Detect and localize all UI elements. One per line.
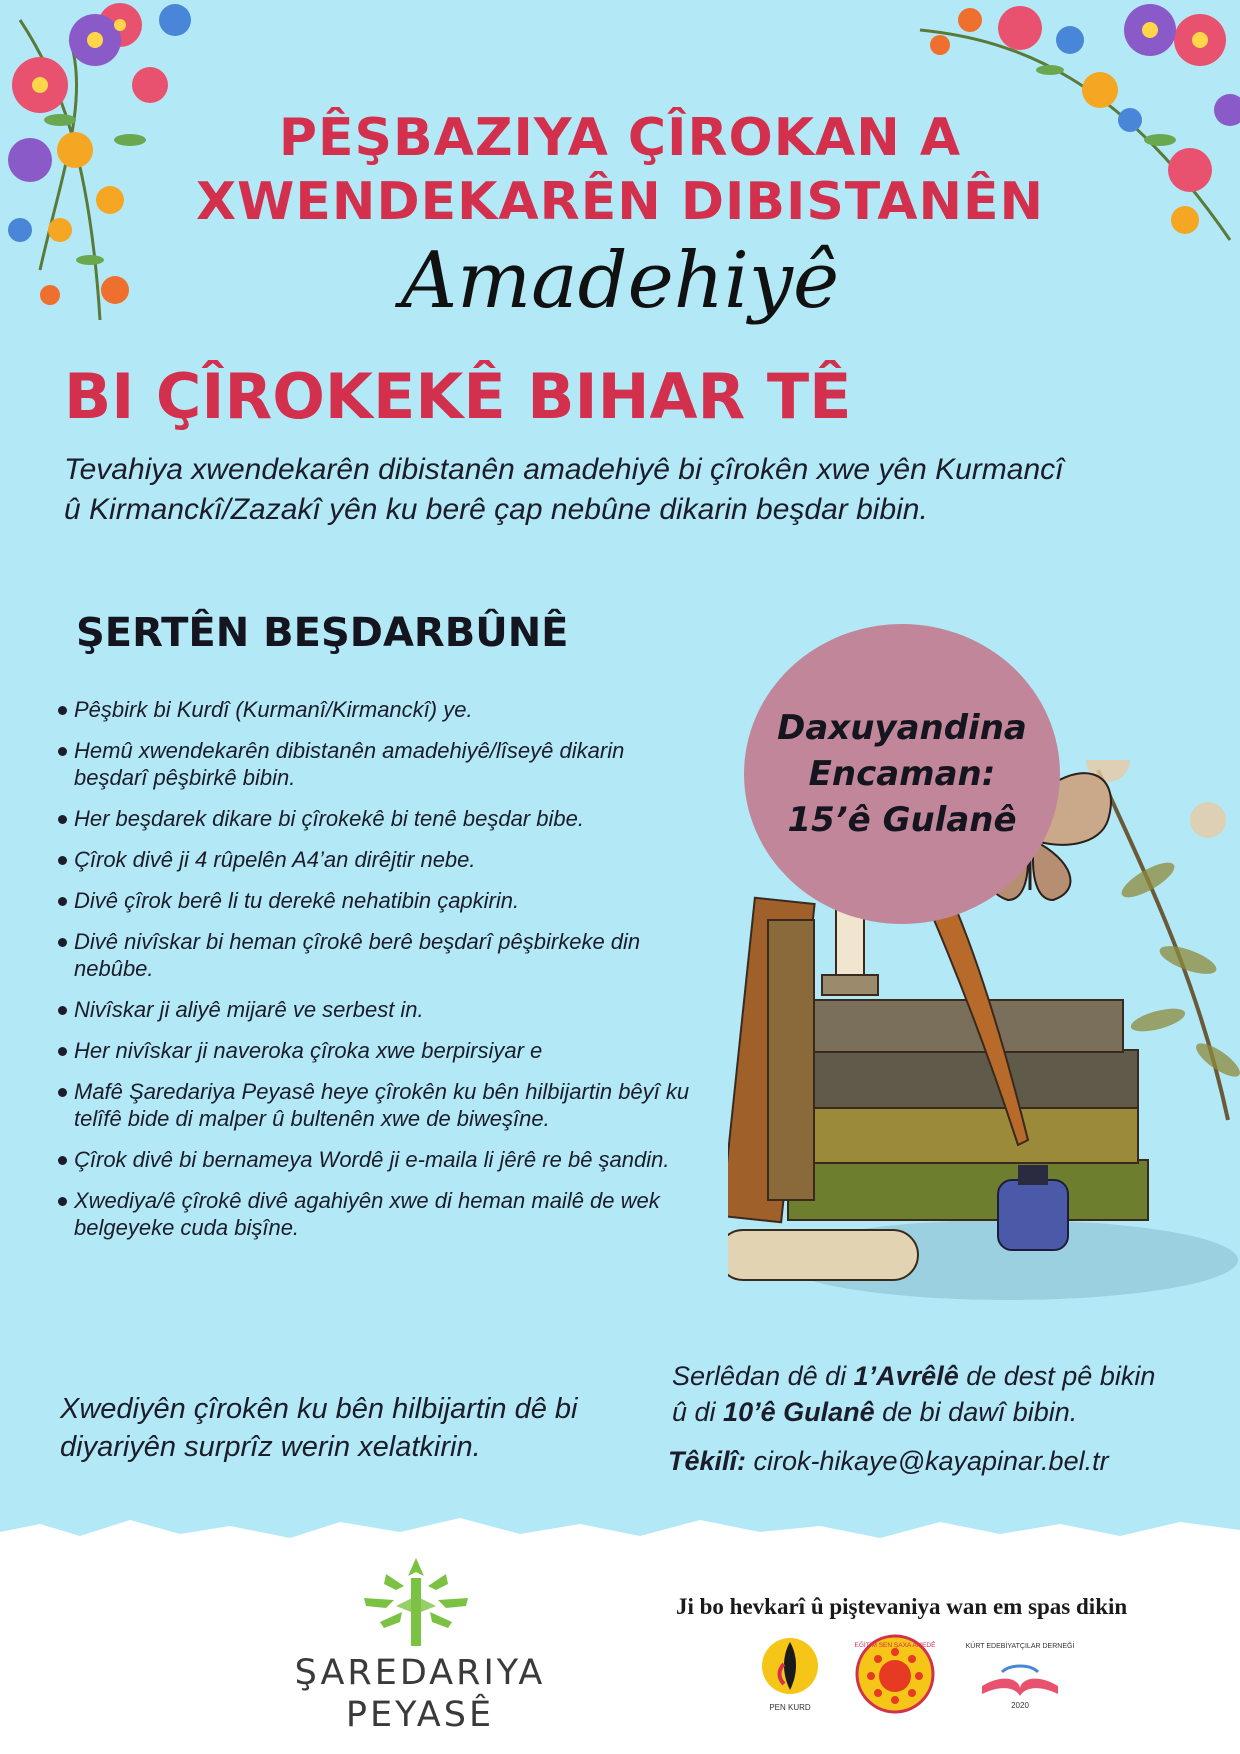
condition-item: Her beşdarek dikare bi çîrokekê bi tenê beşdar bibe. xyxy=(58,805,698,832)
contact-line xyxy=(668,1446,1228,1477)
condition-item: Xwediya/ê çîrokê divê agahiyên xwe di heman mailê de wek belgeyeke cuda bişîne. xyxy=(58,1187,698,1241)
start-date: 1’Avrêlê xyxy=(853,1361,959,1391)
book-stack-icon xyxy=(728,898,1148,1223)
conditions-heading: ŞERTÊN BEŞDARBÛNÊ xyxy=(76,610,569,656)
dates-text-1: Serlêdan dê di xyxy=(672,1361,854,1391)
poster-title-line-2: XWENDEKARÊN DIBISTANÊN xyxy=(195,172,1045,232)
municipality-name-line-2: PEYASÊ xyxy=(345,1695,495,1735)
condition-item: Her nivîskar ji naveroka çîroka xwe berpirsiyar e xyxy=(58,1037,698,1064)
condition-item: Çîrok divê ji 4 rûpelên A4’an dirêjtir nebe. xyxy=(58,846,698,873)
thanks-line: Ji bo hevkarî û piştevaniya wan em spas dikin xyxy=(676,1594,1128,1619)
partner-kurt-label: KÜRT EDEBİYATÇILAR DERNEĞİ xyxy=(965,1643,1075,1650)
condition-item: Divê nivîskar bi heman çîrokê berê beşdarî pêşbirkeke din nebûbe. xyxy=(58,928,698,982)
dates-text-2: de dest pê bikin xyxy=(958,1361,1156,1391)
pen-kurd-logo-icon xyxy=(756,1634,824,1714)
partner-pen-label: PEN KURD xyxy=(769,1703,811,1712)
condition-item: Pêşbirk bi Kurdî (Kurmanî/Kirmanckî) ye. xyxy=(58,696,698,723)
announcement-line-2: Encaman: xyxy=(808,754,996,794)
announcement-date: 15’ê Gulanê xyxy=(787,800,1017,840)
municipality-name-line-1: ŞAREDARIYA xyxy=(294,1653,546,1693)
kurt-edebiyatcilar-logo-icon xyxy=(962,1634,1078,1714)
poster-title-script: Amadehiyê xyxy=(400,236,840,326)
announcement-line-1: Daxuyandina xyxy=(777,708,1027,748)
partner-egitim-label: EĞİTİM SEN ŞAXA AMEDÊ xyxy=(854,1642,936,1649)
condition-item: Hemû xwendekarên dibistanên amadehiyê/lîseyê dikarin beşdarî pêşbirkê bibin. xyxy=(58,737,698,791)
egitim-sen-logo-icon xyxy=(852,1634,938,1714)
results-announcement-badge xyxy=(744,624,1060,924)
scroll-icon xyxy=(728,1230,918,1280)
municipality-name xyxy=(240,1652,600,1736)
poster-subtitle: BI ÇÎROKEKÊ BIHAR TÊ xyxy=(64,360,852,433)
prize-note: Xwediyên çîrokên ku bên hilbijartin dê bi diyariyên surprîz werin xelatkirin. xyxy=(60,1393,578,1463)
dates-text-4: de bi dawî bibin. xyxy=(874,1397,1078,1427)
contact-label: Têkilî: xyxy=(668,1446,747,1476)
dates-text-3: û di xyxy=(672,1397,724,1427)
poster-title-line-1: PÊŞBAZIYA ÇÎROKAN A xyxy=(278,108,962,168)
condition-item: Divê çîrok berê li tu derekê nehatibin çapkirin. xyxy=(58,887,698,914)
municipality-logo-icon xyxy=(356,1556,476,1648)
condition-item: Nivîskar ji aliyê mijarê ve serbest in. xyxy=(58,996,698,1023)
partner-kurt-year: 2020 xyxy=(1011,1701,1029,1710)
condition-item: Mafê Şaredariya Peyasê heye çîrokên ku bên hilbijartin bêyî ku telîfê bide di malper û bultenên xwe de biweşîne. xyxy=(58,1078,698,1132)
application-dates xyxy=(672,1358,1212,1430)
contact-email[interactable]: cirok-hikaye@kayapinar.bel.tr xyxy=(746,1446,1109,1476)
end-date: 10’ê Gulanê xyxy=(723,1397,875,1427)
condition-item: Çîrok divê bi bernameya Wordê ji e-maila li jêrê re bê şandin. xyxy=(58,1146,698,1173)
intro-paragraph: Tevahiya xwendekarên dibistanên amadehiyê bi çîrokên xwe yên Kurmancî û Kirmanckî/Zazakî yên ku berê çap nebûne dikarin beşdar bibin. xyxy=(64,453,1064,526)
conditions-list xyxy=(58,696,698,1255)
